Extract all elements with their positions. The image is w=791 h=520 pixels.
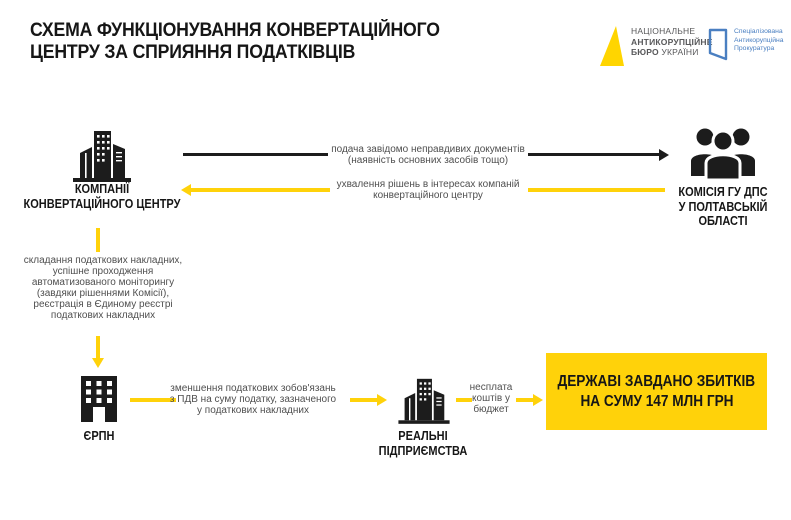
nonpayment-arrowhead-icon	[533, 394, 543, 406]
commission-people-icon	[684, 124, 762, 184]
reduction-arrow-segment-right	[350, 398, 378, 402]
process-arrowhead-down-icon	[92, 358, 104, 368]
commission-label-line3: ОБЛАСТІ	[698, 214, 748, 228]
reduction-arrow-label	[160, 383, 346, 416]
commission-label-line2: У ПОЛТАВСЬКІЙ	[678, 199, 768, 214]
reduction-arrowhead-icon	[377, 394, 387, 406]
nabu-logo	[600, 26, 713, 66]
process-line1: складання податкових накладних,	[23, 255, 183, 266]
companies-label	[12, 182, 192, 211]
commission-label	[652, 185, 791, 229]
damages-result-line2: НА СУМУ 147 МЛН ГРН	[579, 392, 734, 410]
process-line5: реєстрація в Єдиному реєстрі	[33, 299, 173, 310]
real-enterprises-label	[351, 429, 495, 458]
process-connector-bottom	[96, 336, 100, 358]
reduction-arrow-label-line2: з ПДВ на суму податку, зазначеного	[169, 394, 337, 405]
damages-result-line1: ДЕРЖАВІ ЗАВДАНО ЗБИТКІВ	[557, 372, 756, 390]
nabu-line3-rest: УКРАЇНИ	[658, 47, 699, 57]
decisions-arrow-label	[328, 179, 528, 201]
nabu-logo-text	[631, 26, 713, 58]
nabu-line3-bold: БЮРО	[631, 47, 659, 57]
erpn-label: ЄРПН	[83, 429, 115, 443]
real-enterprises-label-line1: РЕАЛЬНІ	[398, 429, 448, 443]
page-title	[30, 20, 471, 64]
nonpayment-arrow-segment-right	[516, 398, 534, 402]
page-title-line1: СХЕМА ФУНКЦІОНУВАННЯ КОНВЕРТАЦІЙНОГО	[30, 20, 440, 41]
nonpayment-arrow-label	[461, 382, 521, 415]
sap-line2: Антикорупційна	[734, 36, 784, 44]
decisions-arrow-segment-right	[528, 188, 665, 192]
documents-arrow-label-line2: (наявність основних засобів тощо)	[347, 155, 509, 166]
decisions-arrow-label-line2: конвертаційного центру	[373, 190, 483, 201]
page-title-line2: ЦЕНТРУ ЗА СПРИЯННЯ ПОДАТКІВЦІВ	[30, 42, 356, 63]
companies-buildings-icon	[68, 126, 136, 184]
process-line3: автоматизованого моніторингу	[31, 277, 175, 288]
real-enterprises-buildings-icon	[394, 374, 454, 426]
damages-result-box	[546, 353, 767, 430]
documents-arrow-segment-left	[183, 153, 328, 156]
sap-line1: Спеціалізована	[734, 28, 783, 35]
decisions-arrow-segment-left	[191, 188, 330, 192]
decisions-arrow-label-line1: ухвалення рішень в інтересах компаній	[336, 179, 520, 190]
companies-label-line2: КОНВЕРТАЦІЙНОГО ЦЕНТРУ	[23, 196, 181, 211]
sap-line3: Прокуратура	[734, 45, 775, 52]
nabu-line3	[631, 47, 713, 58]
real-enterprises-label-line2: ПІДПРИЄМСТВА	[378, 443, 468, 458]
documents-arrowhead-icon	[659, 149, 669, 161]
process-connector-top	[96, 228, 100, 252]
erpn-building-icon	[76, 374, 122, 426]
nabu-line1: НАЦІОНАЛЬНЕ	[631, 26, 696, 36]
sap-logo-text	[734, 28, 784, 54]
reduction-arrow-label-line3: у податкових накладних	[197, 405, 309, 416]
process-line4: (завдяки рішеннями Комісії),	[36, 288, 170, 299]
companies-label-line1: КОМПАНІЇ	[74, 182, 130, 196]
nabu-triangle-icon	[600, 26, 624, 66]
commission-label-line1: КОМІСІЯ ГУ ДПС	[678, 185, 768, 199]
documents-arrow-label-line1: подача завідомо неправдивих документів	[331, 144, 525, 155]
documents-arrow-segment-right	[528, 153, 659, 156]
decisions-arrowhead-icon	[181, 184, 191, 196]
nonpayment-arrow-label-line1: несплата	[469, 382, 513, 393]
sap-logo	[706, 28, 784, 61]
sap-shield-icon	[706, 28, 729, 61]
process-description	[13, 255, 193, 321]
nonpayment-arrow-label-line3: бюджет	[473, 404, 509, 415]
documents-arrow-label	[328, 144, 528, 166]
nabu-line2: АНТИКОРУПЦІЙНЕ	[631, 36, 713, 47]
reduction-arrow-label-line1: зменшення податкових зобов'язань	[170, 383, 336, 394]
process-line2: успішне проходження	[52, 266, 154, 277]
nonpayment-arrow-label-line2: коштів у	[472, 393, 510, 404]
process-line6: податкових накладних	[50, 310, 156, 321]
